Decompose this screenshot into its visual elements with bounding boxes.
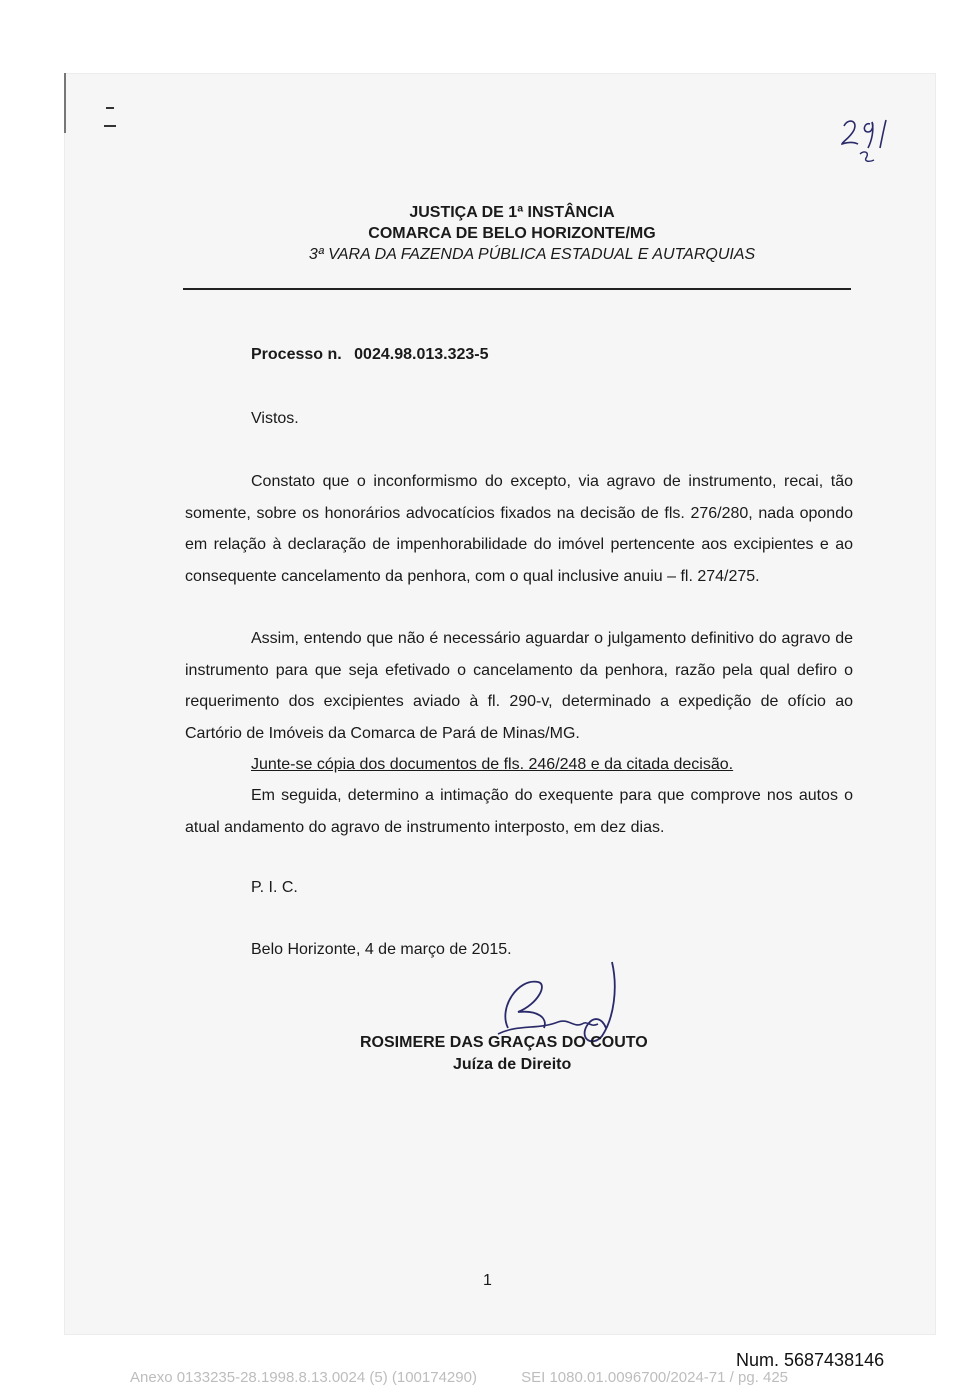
sei-reference: SEI 1080.01.0096700/2024-71 / pg. 425 [521, 1369, 789, 1386]
closing-formula: P. I. C. [251, 879, 298, 896]
paragraph-1: Constato que o inconformismo do excepto, via agravo de instrumento, recai, tão somente, sobre os honorários advocatícios fixados na decisão de fls. 276/280, nada opondo em relação à declaração de impenhorabilidade do imóvel pertencente aos excipientes e ao consequente cancelamento da penhora, com o qual inclusive anuiu – fl. 274/275. [185, 473, 853, 585]
scan-edge-mark [64, 73, 66, 133]
document-number: Num. 5687438146 [736, 1350, 885, 1370]
process-line [251, 346, 489, 364]
header-divider [183, 288, 851, 290]
paragraph-3 [185, 749, 853, 781]
scan-speck [104, 125, 116, 127]
process-number: 0024.98.013.323-5 [354, 346, 489, 363]
scan-speck [106, 107, 114, 109]
signer-role: Juíza de Direito [453, 1056, 572, 1073]
paragraph-3-text: Junte-se cópia dos documentos de fls. 246/248 e da citada decisão. [251, 756, 734, 773]
page-number: 1 [483, 1272, 492, 1289]
signer-name: ROSIMERE DAS GRAÇAS DO COUTO [360, 1034, 648, 1051]
court-division: 3ª VARA DA FAZENDA PÚBLICA ESTADUAL E AUTARQUIAS [308, 246, 756, 263]
process-label: Processo n. [251, 346, 342, 363]
paragraph-2: Assim, entendo que não é necessário aguardar o julgamento definitivo do agravo de instrumento para que seja efetivado o cancelamento da penhora, razão pela qual defiro o requerimento dos excipientes aviado à fl. 290-v, determinado a expedição de ofício ao Cartório de Imóveis da Comarca de Pará de Minas/MG. [185, 630, 853, 742]
county-name: COMARCA DE BELO HORIZONTE/MG [368, 225, 656, 242]
annex-reference: Anexo 0133235-28.1998.8.13.0024 (5) (100174290) [130, 1369, 477, 1386]
paragraph-4: Em seguida, determino a intimação do exequente para que comprove nos autos o atual andamento do agravo de instrumento interposto, em dez dias. [185, 787, 853, 836]
footer-metadata [130, 1369, 788, 1386]
place-and-date: Belo Horizonte, 4 de março de 2015. [251, 941, 512, 958]
handwritten-folio-number [830, 110, 900, 170]
opening-word: Vistos. [251, 410, 299, 427]
court-name: JUSTIÇA DE 1ª INSTÂNCIA [409, 204, 615, 221]
